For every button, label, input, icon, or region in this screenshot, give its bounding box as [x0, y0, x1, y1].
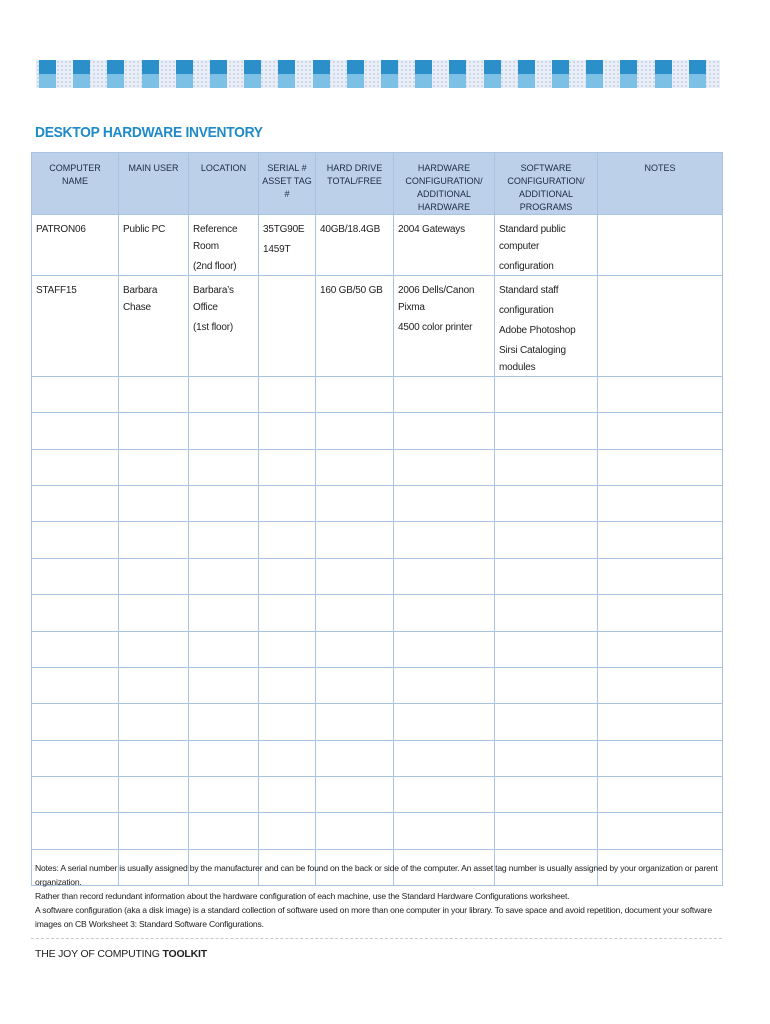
empty-table-cell[interactable] — [598, 595, 723, 631]
cell-text: Barbara’s Office — [193, 285, 234, 313]
banner-block — [655, 60, 672, 74]
notes-section — [35, 861, 725, 931]
note-hardware: Rather than record redundant information about the hardware configuration of each machine, use the Standard Hardware Configurations worksheet. — [35, 891, 570, 901]
table-cell[interactable] — [259, 215, 316, 276]
empty-table-cell[interactable] — [394, 522, 495, 558]
cell-text: 2006 Dells/Canon Pixma — [398, 285, 475, 313]
banner-block — [278, 60, 295, 74]
empty-table-cell[interactable] — [119, 595, 189, 631]
column-header-text: NOTES — [644, 163, 676, 173]
column-header — [259, 153, 316, 215]
empty-table-cell[interactable] — [316, 413, 394, 449]
empty-table-cell[interactable] — [119, 704, 189, 740]
empty-table-cell[interactable] — [259, 595, 316, 631]
empty-table-cell[interactable] — [394, 704, 495, 740]
cell-text: Adobe Photoshop — [499, 325, 576, 336]
empty-table-cell[interactable] — [119, 813, 189, 849]
cell-text: 2004 Gateways — [398, 224, 465, 235]
table-row — [32, 276, 723, 377]
header-banner — [36, 60, 720, 88]
cell-text: 1459T — [263, 244, 291, 255]
banner-block — [415, 60, 432, 74]
column-header — [394, 153, 495, 215]
empty-table-row — [32, 813, 723, 849]
banner-block — [73, 74, 90, 88]
cell-text: 40GB/18.4GB — [320, 224, 381, 235]
column-header-text: TOTAL/FREE — [327, 176, 382, 186]
banner-block — [415, 74, 432, 88]
table-cell[interactable] — [394, 276, 495, 377]
empty-table-row — [32, 486, 723, 522]
empty-table-cell[interactable] — [598, 486, 723, 522]
cell-text: Sirsi Cataloging modules — [499, 345, 566, 373]
inventory-table — [31, 152, 723, 886]
banner-block — [655, 74, 672, 88]
banner-block — [689, 60, 706, 74]
empty-table-cell[interactable] — [394, 776, 495, 812]
banner-block — [73, 60, 90, 74]
empty-table-cell[interactable] — [495, 558, 598, 594]
empty-table-cell[interactable] — [32, 449, 119, 485]
empty-table-cell[interactable] — [598, 522, 723, 558]
footer-label-bold: TOOLKIT — [162, 948, 207, 960]
empty-table-cell[interactable] — [495, 667, 598, 703]
banner-block — [142, 74, 159, 88]
empty-table-cell[interactable] — [495, 522, 598, 558]
banner-block — [107, 74, 124, 88]
cell-text: (1st floor) — [193, 322, 234, 333]
column-header — [189, 153, 259, 215]
banner-block — [313, 60, 330, 74]
footer-label: THE JOY OF COMPUTING — [35, 948, 163, 960]
cell-text: Standard staff — [499, 285, 559, 296]
empty-table-cell[interactable] — [598, 667, 723, 703]
empty-table-cell[interactable] — [189, 486, 259, 522]
empty-table-cell[interactable] — [394, 667, 495, 703]
empty-table-cell[interactable] — [259, 776, 316, 812]
banner-block — [552, 60, 569, 74]
empty-table-cell[interactable] — [189, 776, 259, 812]
empty-table-row — [32, 704, 723, 740]
banner-block — [347, 60, 364, 74]
empty-table-cell[interactable] — [495, 449, 598, 485]
empty-table-cell[interactable] — [598, 377, 723, 413]
banner-block — [518, 60, 535, 74]
note-serial: Notes: A serial number is usually assigned by the manufacturer and can be found on the back or side of the computer. An asset tag number is usually assigned by your organization or parent organization. — [35, 863, 718, 887]
empty-table-cell[interactable] — [495, 776, 598, 812]
empty-table-cell[interactable] — [316, 704, 394, 740]
column-header-text: ASSET TAG # — [262, 176, 312, 199]
column-header — [32, 153, 119, 215]
empty-table-cell[interactable] — [394, 377, 495, 413]
empty-table-cell[interactable] — [316, 558, 394, 594]
cell-text: PATRON06 — [36, 224, 86, 235]
column-header — [495, 153, 598, 215]
cell-text: Barbara Chase — [123, 285, 158, 313]
empty-table-cell[interactable] — [189, 449, 259, 485]
banner-block — [107, 60, 124, 74]
column-header-text: ADDITIONAL PROGRAMS — [518, 189, 573, 212]
empty-table-cell[interactable] — [316, 667, 394, 703]
column-header-text: SOFTWARE — [520, 163, 572, 173]
empty-table-cell[interactable] — [259, 704, 316, 740]
banner-block — [176, 60, 193, 74]
empty-table-cell[interactable] — [394, 813, 495, 849]
empty-table-cell[interactable] — [316, 813, 394, 849]
empty-table-cell[interactable] — [32, 740, 119, 776]
banner-block — [176, 74, 193, 88]
banner-block — [210, 74, 227, 88]
empty-table-cell[interactable] — [394, 631, 495, 667]
table-cell[interactable] — [189, 215, 259, 276]
empty-table-cell[interactable] — [189, 813, 259, 849]
empty-table-cell[interactable] — [119, 631, 189, 667]
banner-block — [278, 74, 295, 88]
banner-block — [620, 74, 637, 88]
empty-table-cell[interactable] — [119, 740, 189, 776]
empty-table-cell[interactable] — [394, 595, 495, 631]
empty-table-cell[interactable] — [394, 413, 495, 449]
banner-block — [689, 74, 706, 88]
empty-table-cell[interactable] — [259, 740, 316, 776]
table-header-row — [32, 153, 723, 215]
cell-text: 160 GB/50 GB — [320, 285, 383, 296]
banner-block — [39, 60, 56, 74]
column-header-text: NAME — [61, 176, 88, 186]
banner-block — [347, 74, 364, 88]
empty-table-cell[interactable] — [189, 595, 259, 631]
empty-table-row — [32, 667, 723, 703]
column-header — [119, 153, 189, 215]
page-title: DESKTOP HARDWARE INVENTORY — [35, 124, 263, 141]
cell-text: 35TG90E — [263, 224, 305, 235]
table-cell[interactable] — [119, 276, 189, 377]
empty-table-cell[interactable] — [316, 522, 394, 558]
empty-table-cell[interactable] — [259, 413, 316, 449]
cell-text: 4500 color printer — [398, 322, 473, 333]
empty-table-cell[interactable] — [316, 631, 394, 667]
banner-block — [586, 60, 603, 74]
banner-block — [244, 74, 261, 88]
column-header-text: ADDITIONAL HARDWARE — [416, 189, 471, 212]
empty-table-cell[interactable] — [32, 631, 119, 667]
column-header — [316, 153, 394, 215]
banner-block — [142, 60, 159, 74]
empty-table-cell[interactable] — [316, 740, 394, 776]
empty-table-row — [32, 776, 723, 812]
banner-block — [484, 74, 501, 88]
empty-table-cell[interactable] — [316, 377, 394, 413]
empty-table-cell[interactable] — [32, 377, 119, 413]
column-header-text: HARDWARE — [417, 163, 471, 173]
banner-block — [586, 74, 603, 88]
table-cell[interactable] — [189, 276, 259, 377]
column-header-text: LOCATION — [200, 163, 247, 173]
banner-block — [313, 74, 330, 88]
empty-table-row — [32, 631, 723, 667]
empty-table-row — [32, 522, 723, 558]
cell-text: configuration — [499, 261, 554, 272]
table-cell[interactable] — [598, 276, 723, 377]
empty-table-cell[interactable] — [189, 704, 259, 740]
empty-table-cell[interactable] — [32, 595, 119, 631]
table-cell[interactable] — [119, 215, 189, 276]
cell-text: STAFF15 — [36, 285, 77, 296]
table-cell[interactable] — [598, 215, 723, 276]
empty-table-row — [32, 377, 723, 413]
empty-table-cell[interactable] — [598, 704, 723, 740]
empty-table-cell[interactable] — [598, 449, 723, 485]
banner-block — [484, 60, 501, 74]
empty-table-cell[interactable] — [394, 740, 495, 776]
empty-table-cell[interactable] — [119, 486, 189, 522]
empty-table-cell[interactable] — [495, 740, 598, 776]
empty-table-cell[interactable] — [189, 522, 259, 558]
table-cell[interactable] — [316, 276, 394, 377]
empty-table-cell[interactable] — [119, 522, 189, 558]
column-header-text: CONFIGURATION/ — [405, 176, 483, 186]
banner-block — [449, 60, 466, 74]
empty-table-cell[interactable] — [259, 377, 316, 413]
empty-table-cell[interactable] — [189, 413, 259, 449]
column-header-text: SERIAL # — [267, 163, 307, 173]
empty-table-cell[interactable] — [259, 667, 316, 703]
banner-block — [518, 74, 535, 88]
empty-table-cell[interactable] — [32, 413, 119, 449]
empty-table-cell[interactable] — [394, 449, 495, 485]
empty-table-cell[interactable] — [394, 558, 495, 594]
cell-text: Reference Room — [193, 224, 238, 252]
table-cell[interactable] — [316, 215, 394, 276]
empty-table-row — [32, 558, 723, 594]
banner-block — [39, 74, 56, 88]
table-cell[interactable] — [259, 276, 316, 377]
empty-table-cell[interactable] — [598, 740, 723, 776]
empty-table-row — [32, 595, 723, 631]
table-cell[interactable] — [32, 276, 119, 377]
empty-table-cell[interactable] — [32, 522, 119, 558]
empty-table-row — [32, 740, 723, 776]
cell-text: (2nd floor) — [193, 261, 237, 272]
empty-table-cell[interactable] — [189, 377, 259, 413]
column-header-text: MAIN USER — [128, 163, 179, 173]
footer — [35, 948, 207, 960]
empty-table-cell[interactable] — [598, 813, 723, 849]
cell-text: Public PC — [123, 224, 166, 235]
banner-block — [381, 60, 398, 74]
cell-text: Standard public computer — [499, 224, 566, 252]
empty-table-cell[interactable] — [495, 631, 598, 667]
empty-table-cell[interactable] — [119, 413, 189, 449]
empty-table-cell[interactable] — [189, 667, 259, 703]
empty-table-cell[interactable] — [259, 522, 316, 558]
empty-table-cell[interactable] — [259, 813, 316, 849]
empty-table-cell[interactable] — [316, 595, 394, 631]
empty-table-cell[interactable] — [119, 377, 189, 413]
empty-table-row — [32, 449, 723, 485]
table-row — [32, 215, 723, 276]
table-cell[interactable] — [394, 215, 495, 276]
banner-block — [244, 60, 261, 74]
empty-table-cell[interactable] — [119, 776, 189, 812]
column-header-text: HARD DRIVE — [326, 163, 383, 173]
table-cell[interactable] — [495, 215, 598, 276]
empty-table-cell[interactable] — [598, 776, 723, 812]
empty-table-cell[interactable] — [189, 631, 259, 667]
banner-block — [210, 60, 227, 74]
empty-table-cell[interactable] — [316, 776, 394, 812]
column-header-text: COMPUTER — [49, 163, 101, 173]
banner-block — [381, 74, 398, 88]
empty-table-cell[interactable] — [32, 667, 119, 703]
note-software: A software configuration (aka a disk image) is a standard collection of software used on more than one computer in your library. To save space and avoid repetition, document your software images on CB Worksheet 3: Standard Software Configurations. — [35, 905, 712, 929]
empty-table-cell[interactable] — [259, 486, 316, 522]
empty-table-cell[interactable] — [495, 377, 598, 413]
empty-table-cell[interactable] — [598, 631, 723, 667]
empty-table-cell[interactable] — [32, 776, 119, 812]
empty-table-cell[interactable] — [394, 486, 495, 522]
empty-table-cell[interactable] — [32, 813, 119, 849]
empty-table-cell[interactable] — [32, 704, 119, 740]
column-header — [598, 153, 723, 215]
empty-table-cell[interactable] — [598, 413, 723, 449]
empty-table-cell[interactable] — [495, 413, 598, 449]
empty-table-cell[interactable] — [259, 449, 316, 485]
empty-table-cell[interactable] — [119, 449, 189, 485]
empty-table-cell[interactable] — [189, 558, 259, 594]
empty-table-cell[interactable] — [495, 813, 598, 849]
empty-table-cell[interactable] — [189, 740, 259, 776]
empty-table-cell[interactable] — [316, 486, 394, 522]
table-cell[interactable] — [32, 215, 119, 276]
empty-table-cell[interactable] — [119, 558, 189, 594]
empty-table-cell[interactable] — [598, 558, 723, 594]
empty-table-cell[interactable] — [32, 486, 119, 522]
empty-table-cell[interactable] — [495, 595, 598, 631]
empty-table-cell[interactable] — [32, 558, 119, 594]
column-header-text: CONFIGURATION/ — [507, 176, 585, 186]
cell-text: configuration — [499, 305, 554, 316]
banner-block — [552, 74, 569, 88]
banner-block — [620, 60, 637, 74]
empty-table-cell[interactable] — [316, 449, 394, 485]
empty-table-cell[interactable] — [495, 486, 598, 522]
footer-divider — [31, 938, 722, 939]
empty-table-row — [32, 413, 723, 449]
table-cell[interactable] — [495, 276, 598, 377]
empty-table-cell[interactable] — [495, 704, 598, 740]
empty-table-cell[interactable] — [259, 631, 316, 667]
empty-table-cell[interactable] — [259, 558, 316, 594]
empty-table-cell[interactable] — [119, 667, 189, 703]
table-body — [32, 215, 723, 886]
banner-block — [449, 74, 466, 88]
